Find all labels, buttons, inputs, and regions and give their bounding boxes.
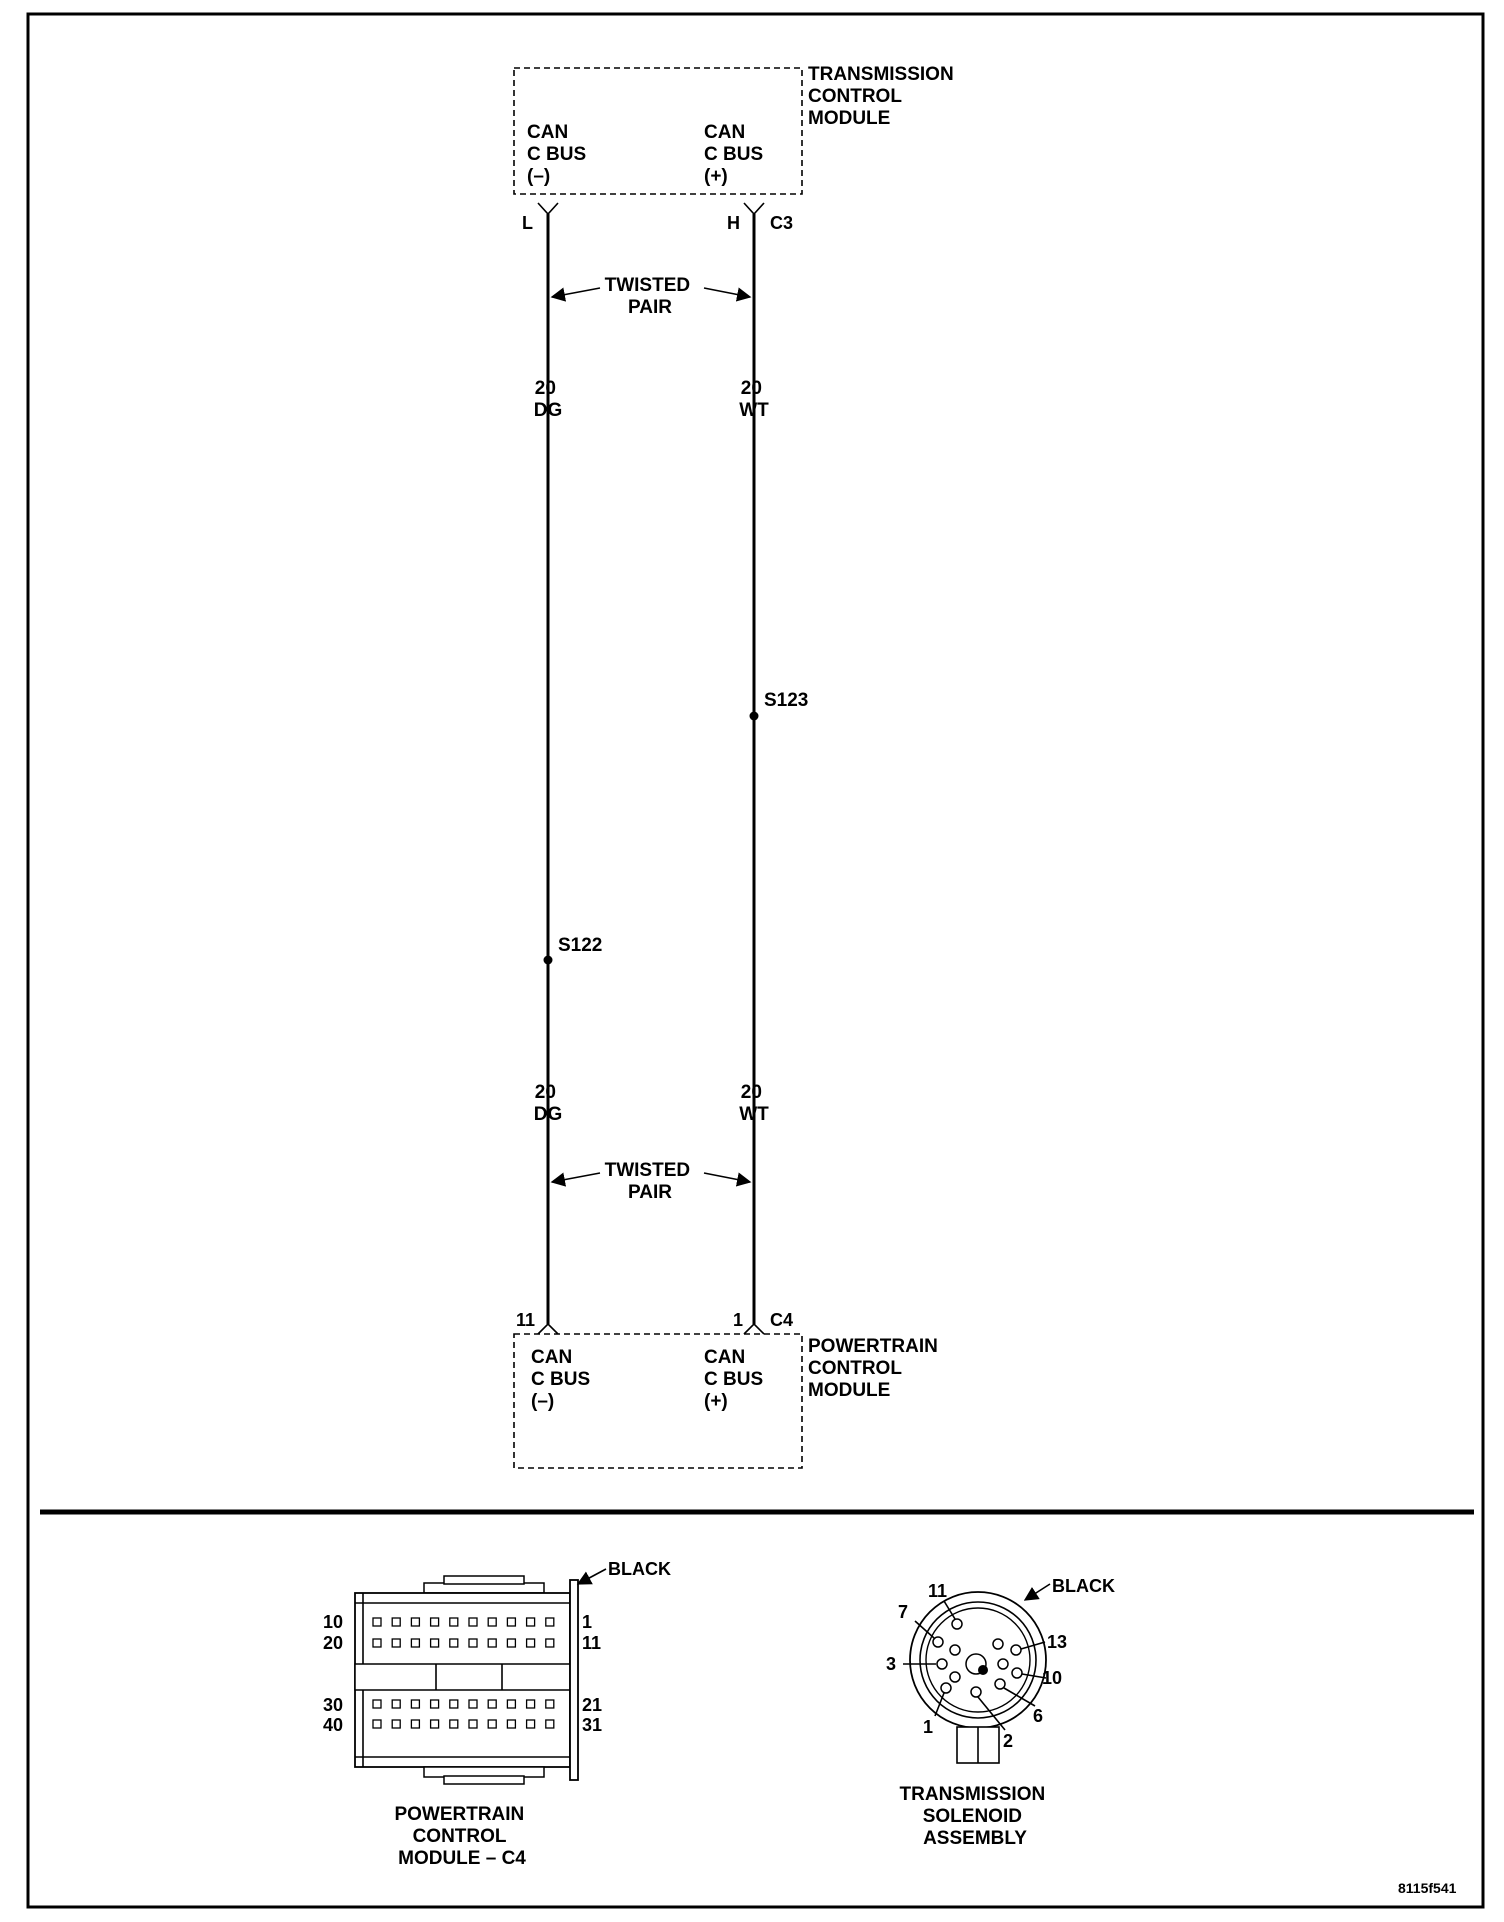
solenoid-pin-e	[998, 1659, 1008, 1669]
pcm-c4-pin-cavity	[527, 1700, 535, 1708]
twisted-pair-top-arrow-right	[704, 288, 750, 297]
solenoid-pin-label-2: 2	[1003, 1731, 1014, 1751]
solenoid-pin-label-6: 6	[1033, 1706, 1044, 1726]
pcm-c4-pin-cavity	[373, 1720, 381, 1728]
pcm-pin-11-connector	[538, 1324, 558, 1334]
solenoid-pin-label-13: 13	[1047, 1632, 1068, 1652]
pcm-c4-pin-cavity	[392, 1720, 400, 1728]
solenoid-pin-13	[1011, 1645, 1021, 1655]
pcm-c4-pin-cavity	[450, 1639, 458, 1647]
wire-right-top-label: 20 WT	[739, 378, 769, 421]
solenoid-key-pin	[978, 1665, 988, 1675]
pcm-c4-pin-cavity	[546, 1700, 554, 1708]
pcm-c4-pin-cavity	[546, 1720, 554, 1728]
twisted-pair-top-arrow-left	[552, 288, 600, 297]
powertrain-control-module	[514, 1310, 943, 1468]
solenoid-pin-11	[952, 1619, 962, 1629]
pcm-c4-pin-11: 11	[582, 1633, 602, 1653]
splice-s123-label: S123	[764, 690, 809, 711]
pcm-c4-connector-view	[323, 1559, 671, 1869]
pcm-c4-pin-cavity	[450, 1618, 458, 1626]
tcm-title: TRANSMISSION CONTROL MODULE	[808, 64, 954, 129]
pcm-title: POWERTRAIN CONTROL MODULE	[808, 1336, 938, 1401]
pcm-c4-pin-cavity	[392, 1639, 400, 1647]
pcm-c4-pin-cavity	[392, 1618, 400, 1626]
pcm-c4-pin-cavity	[411, 1720, 419, 1728]
solenoid-pin-2	[971, 1687, 981, 1697]
solenoid-black-leader	[1025, 1584, 1050, 1600]
pcm-c4-pin-cavity	[507, 1618, 515, 1626]
pcm-connector-c4: C4	[770, 1310, 794, 1330]
pcm-c4-pin-40: 40	[323, 1715, 344, 1735]
pcm-c4-pin-cavity	[431, 1720, 439, 1728]
pcm-c4-pin-cavity	[411, 1700, 419, 1708]
pcm-c4-pin-cavity	[527, 1639, 535, 1647]
solenoid-pin-label-3: 3	[886, 1654, 897, 1674]
pcm-c4-pin-cavity	[450, 1700, 458, 1708]
pcm-c4-top-latch-inner	[444, 1576, 524, 1584]
solenoid-pin-label-10: 10	[1042, 1668, 1063, 1688]
pcm-c4-pin-31: 31	[582, 1715, 603, 1735]
solenoid-pin-c	[950, 1672, 960, 1682]
tcm-pin-l-connector	[538, 203, 558, 214]
pcm-c4-pin-1: 1	[582, 1612, 593, 1632]
tcm-can-plus-label: CAN C BUS (+)	[704, 122, 764, 187]
solenoid-pin-d	[993, 1639, 1003, 1649]
figure-id: 8115f541	[1398, 1880, 1457, 1896]
wire-left-top-label: 20 DG	[533, 378, 563, 421]
solenoid-pin-label-7: 7	[898, 1602, 909, 1622]
solenoid-pin-6	[995, 1679, 1005, 1689]
pcm-c4-pin-cavity	[431, 1639, 439, 1647]
solenoid-pin-3	[937, 1659, 947, 1669]
pcm-c4-pin-cavity	[527, 1618, 535, 1626]
pcm-c4-pin-cavity	[373, 1639, 381, 1647]
pcm-cavity-11: 11	[516, 1310, 536, 1330]
twisted-pair-top	[552, 275, 750, 318]
twisted-pair-bottom-label: TWISTED PAIR	[604, 1160, 691, 1203]
pcm-c4-pin-cavity	[373, 1618, 381, 1626]
pcm-c4-pin-cavity	[411, 1639, 419, 1647]
pcm-c4-pin-cavity	[488, 1618, 496, 1626]
solenoid-pin-label-11: 11	[928, 1581, 948, 1601]
pcm-pin-1-connector	[744, 1324, 764, 1334]
pcm-c4-pin-cavity	[431, 1618, 439, 1626]
pcm-c4-pin-cavity	[507, 1700, 515, 1708]
solenoid-caption: TRANSMISSION SOLENOID ASSEMBLY	[899, 1784, 1046, 1849]
splice-s123-dot	[750, 712, 759, 721]
twisted-pair-bottom-arrow-left	[552, 1173, 600, 1182]
tcm-pin-h-connector	[744, 203, 764, 214]
tcm-cavity-h: H	[727, 213, 740, 233]
pcm-c4-pin-cavity	[488, 1720, 496, 1728]
solenoid-pin-10	[1012, 1668, 1022, 1678]
transmission-control-module	[514, 64, 959, 233]
splice-s122-label: S122	[558, 935, 603, 956]
pcm-c4-pin-cavity	[469, 1720, 477, 1728]
pcm-c4-pin-10: 10	[323, 1612, 344, 1632]
twisted-pair-bottom	[552, 1160, 750, 1203]
pcm-c4-color-label: BLACK	[608, 1559, 671, 1579]
pcm-c4-middle-band	[355, 1664, 570, 1690]
twisted-pair-top-label: TWISTED PAIR	[604, 275, 691, 318]
tcm-cavity-l: L	[522, 213, 533, 233]
pcm-c4-pin-20: 20	[323, 1633, 344, 1653]
pcm-c4-pin-cavity	[527, 1720, 535, 1728]
pcm-c4-bottom-latch-inner	[444, 1776, 524, 1784]
pcm-c4-pin-cavity	[392, 1700, 400, 1708]
pcm-c4-pin-cavity	[373, 1700, 381, 1708]
pcm-c4-pin-21: 21	[582, 1695, 603, 1715]
solenoid-pin-1	[941, 1683, 951, 1693]
splice-s122-dot	[544, 956, 553, 965]
pcm-cavity-1: 1	[733, 1310, 744, 1330]
solenoid-pin-b	[950, 1645, 960, 1655]
pcm-c4-pin-cavity	[411, 1618, 419, 1626]
pcm-c4-pin-cavity	[488, 1639, 496, 1647]
pcm-c4-pin-cavity	[469, 1639, 477, 1647]
solenoid-color-label: BLACK	[1052, 1576, 1115, 1596]
tcm-connector-c3: C3	[770, 213, 794, 233]
pcm-c4-caption: POWERTRAIN CONTROL MODULE – C4	[394, 1804, 526, 1869]
pcm-c4-pin-cavity	[507, 1720, 515, 1728]
wire-right-bottom-label: 20 WT	[739, 1082, 769, 1125]
transmission-solenoid-connector-view	[886, 1576, 1115, 1849]
pcm-c4-pin-30: 30	[323, 1695, 344, 1715]
pcm-c4-right-flange	[570, 1580, 578, 1780]
pcm-c4-pin-cavity	[469, 1700, 477, 1708]
twisted-pair-bottom-arrow-right	[704, 1173, 750, 1182]
pcm-c4-pin-cavity	[450, 1720, 458, 1728]
pcm-c4-pin-cavity	[469, 1618, 477, 1626]
pcm-c4-pin-cavity	[507, 1639, 515, 1647]
pcm-c4-pin-cavity	[488, 1700, 496, 1708]
tcm-can-minus-label: CAN C BUS (–)	[527, 122, 587, 187]
pcm-c4-pin-cavity	[431, 1700, 439, 1708]
pcm-can-plus-label: CAN C BUS (+)	[704, 1347, 764, 1412]
solenoid-pin-7	[933, 1637, 943, 1647]
pcm-can-minus-label: CAN C BUS (–)	[531, 1347, 591, 1412]
pcm-c4-black-leader	[578, 1569, 606, 1584]
pcm-c4-pin-cavity	[546, 1618, 554, 1626]
pcm-c4-pin-cavity	[546, 1639, 554, 1647]
solenoid-pin-label-1: 1	[923, 1717, 934, 1737]
wire-left-bottom-label: 20 DG	[533, 1082, 563, 1125]
